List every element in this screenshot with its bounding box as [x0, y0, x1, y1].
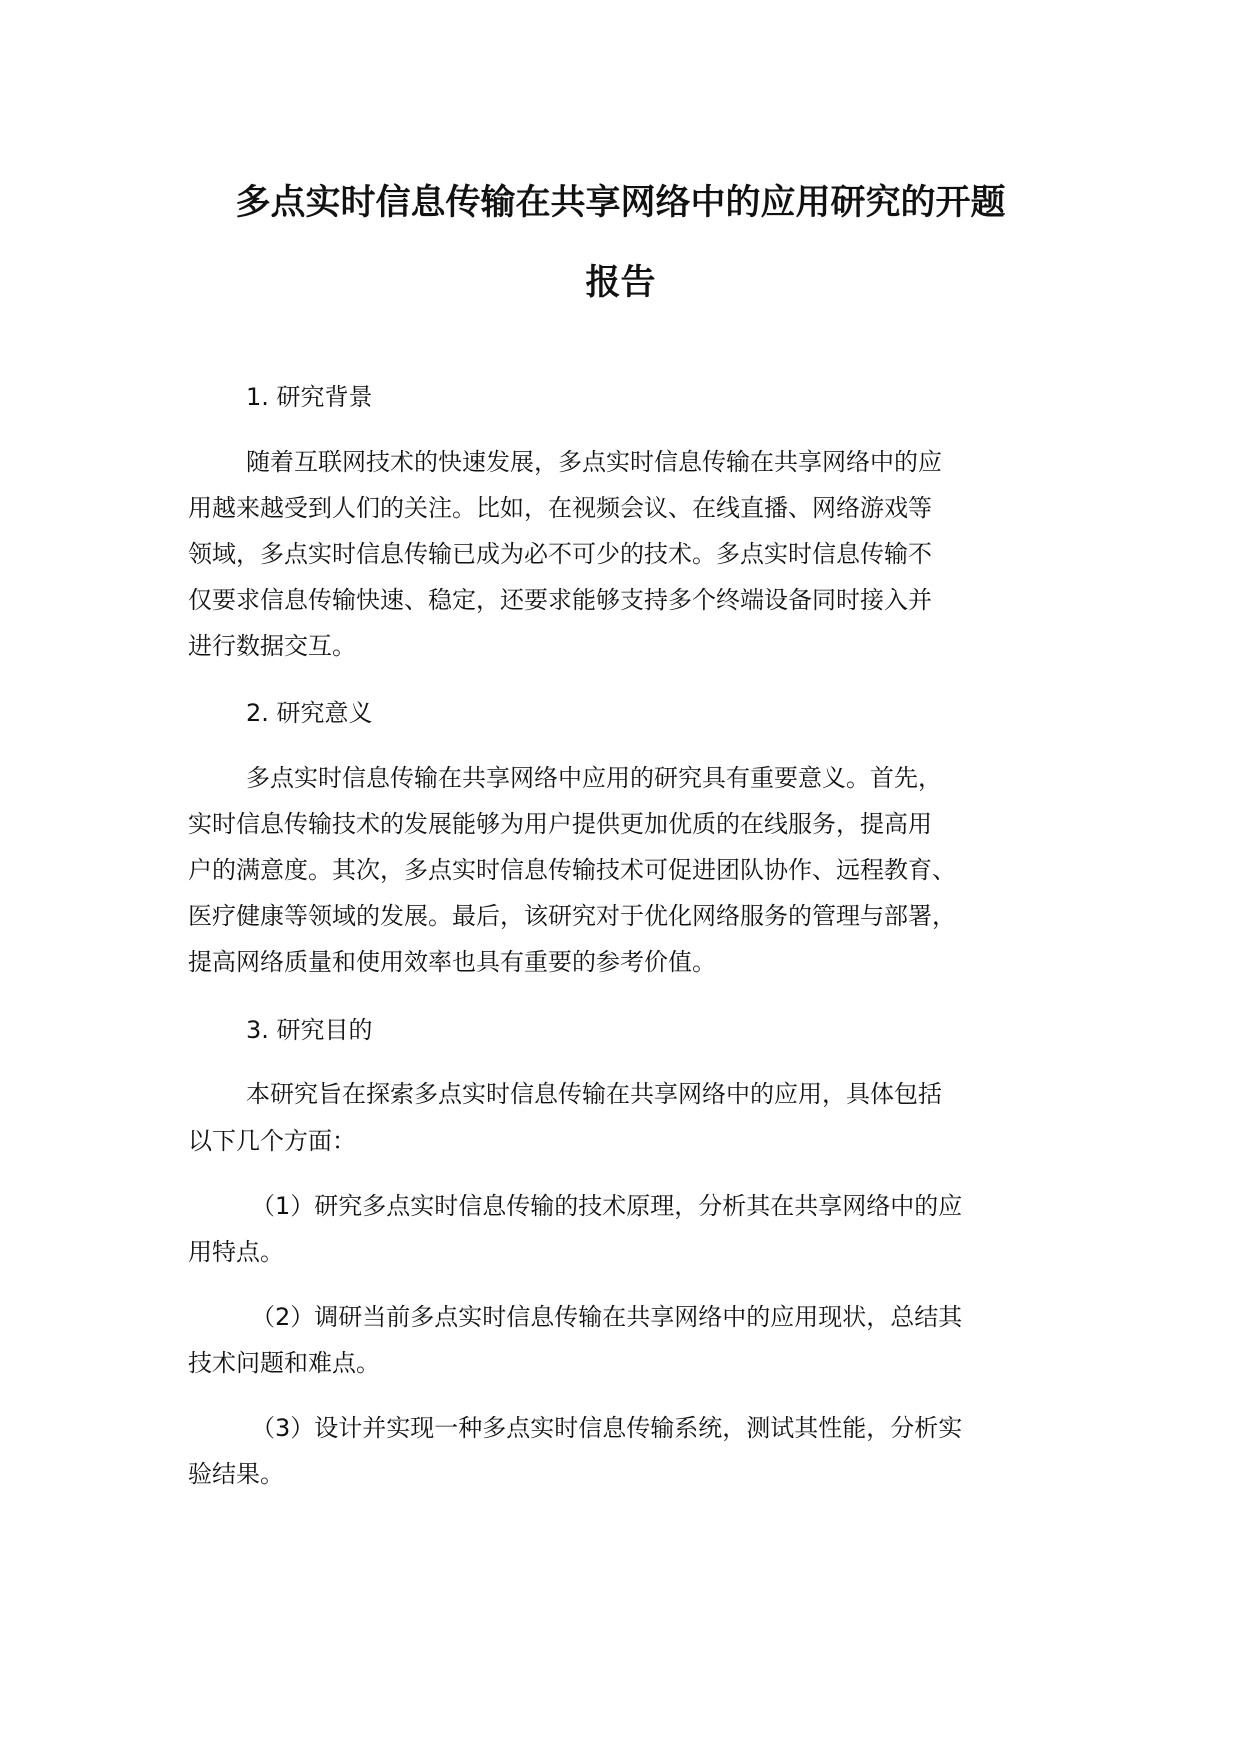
paragraph-line: 本研究旨在探索多点实时信息传输在共享网络中的应用，具体包括: [246, 1080, 942, 1108]
paragraph-line: 随着互联网技术的快速发展，多点实时信息传输在共享网络中的应: [246, 448, 942, 476]
objective-item-1: （1）研究多点实时信息传输的技术原理，分析其在共享网络中的应: [251, 1192, 963, 1220]
paragraph-line: 以下几个方面：: [188, 1127, 356, 1155]
paragraph-line: 实时信息传输技术的发展能够为用户提供更加优质的在线服务，提高用: [188, 810, 932, 838]
section-heading-background: 1. 研究背景: [246, 383, 373, 411]
objective-item-1-continued: 用特点。: [188, 1238, 284, 1266]
paragraph-line: 进行数据交互。: [188, 632, 356, 660]
paragraph-line: 用越来越受到人们的关注。比如，在视频会议、在线直播、网络游戏等: [188, 494, 932, 522]
objective-item-3-continued: 验结果。: [188, 1460, 284, 1488]
paragraph-line: 户的满意度。其次，多点实时信息传输技术可促进团队协作、远程教育、: [188, 856, 956, 884]
section-heading-objectives: 3. 研究目的: [246, 1016, 373, 1044]
paragraph-line: 医疗健康等领域的发展。最后，该研究对于优化网络服务的管理与部署，: [188, 902, 956, 930]
document-title-line-1: 多点实时信息传输在共享网络中的应用研究的开题: [235, 183, 1006, 223]
section-heading-significance: 2. 研究意义: [246, 699, 373, 727]
document-title-line-2: 报告: [585, 263, 656, 303]
paragraph-line: 仅要求信息传输快速、稳定，还要求能够支持多个终端设备同时接入并: [188, 586, 932, 614]
paragraph-line: 提高网络质量和使用效率也具有重要的参考价值。: [188, 948, 716, 976]
paragraph-line: 多点实时信息传输在共享网络中应用的研究具有重要意义。首先，: [246, 764, 942, 792]
objective-item-3: （3）设计并实现一种多点实时信息传输系统，测试其性能，分析实: [251, 1414, 963, 1442]
objective-item-2-continued: 技术问题和难点。: [188, 1349, 380, 1377]
objective-item-2: （2）调研当前多点实时信息传输在共享网络中的应用现状，总结其: [251, 1303, 963, 1331]
paragraph-line: 领域，多点实时信息传输已成为必不可少的技术。多点实时信息传输不: [188, 540, 932, 568]
